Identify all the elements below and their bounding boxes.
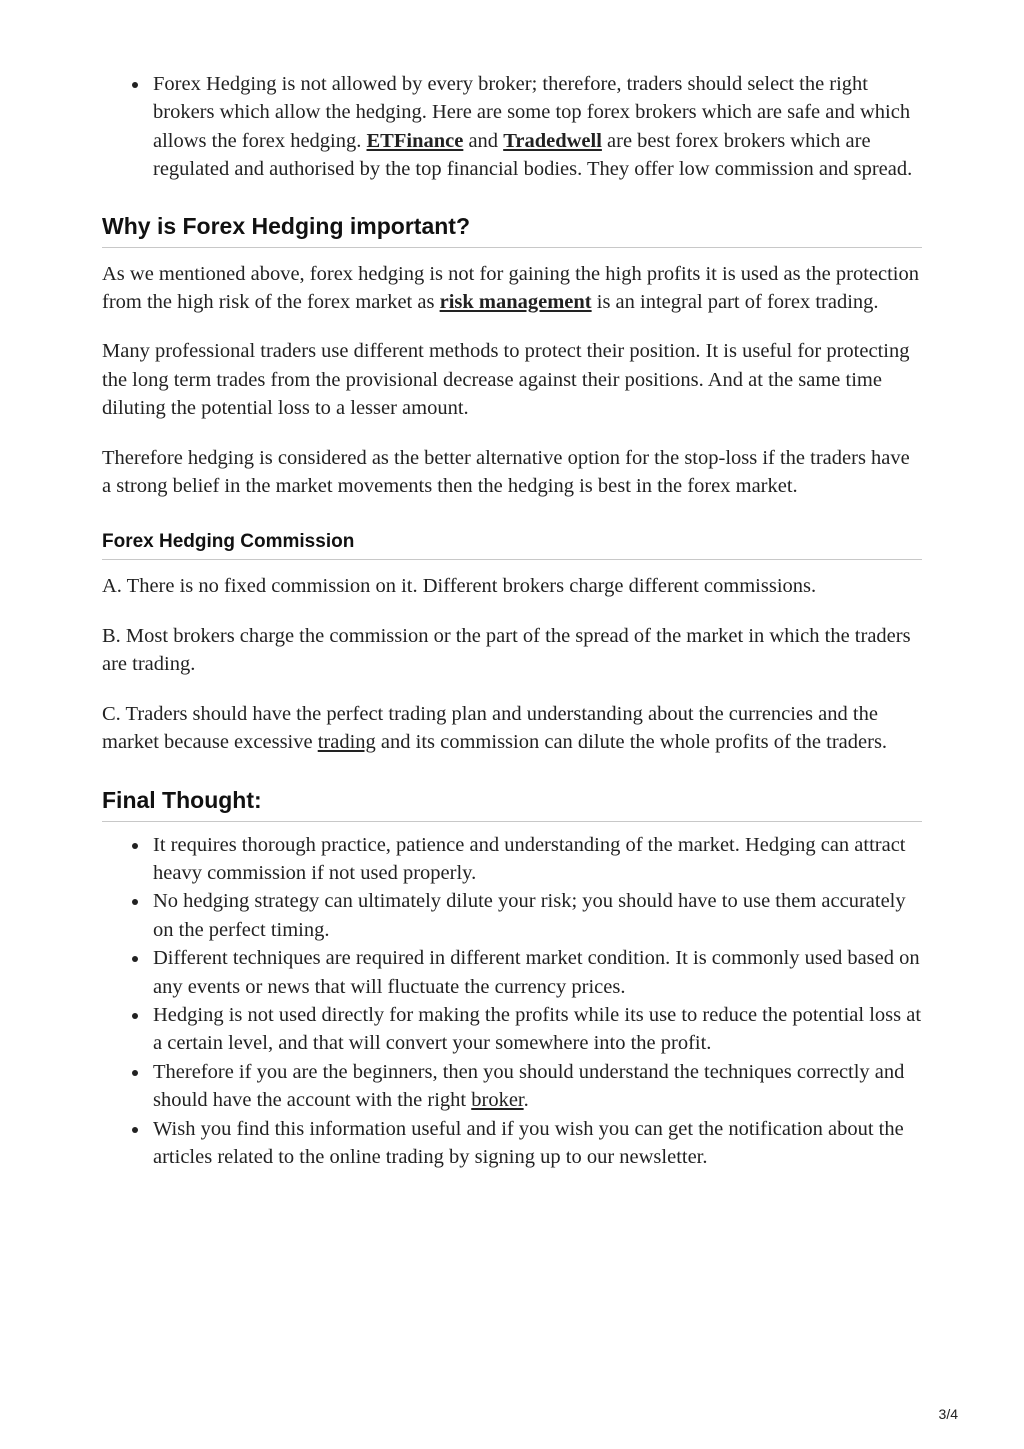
paragraph-alternative: Therefore hedging is considered as the better alternative option for the stop-loss if the traders have a strong belief in the market movements then the hedging is best in the forex market.	[102, 446, 910, 498]
bullet-text: Therefore if you are the beginners, then you should understand the techniques correctly and should have the account with the right	[153, 1060, 905, 1112]
list-item	[153, 70, 922, 184]
paragraph-text: and its commission can dilute the whole profits of the traders.	[380, 731, 888, 754]
paragraph-text: C. Traders should have the perfect trading plan and understanding about the currencies and the market because excessive	[102, 702, 878, 754]
paragraph-methods: Many professional traders use different methods to protect their position. It is useful for protecting the long term trades from the provisional decrease against their positions. And at the same time diluting the potential loss to a lesser amount.	[102, 340, 910, 420]
page-number: 3/4	[938, 1406, 958, 1422]
list-item: No hedging strategy can ultimately dilute your risk; you should have to use them accurately on the perfect timing.	[153, 887, 922, 944]
paragraph-commission-c	[102, 700, 922, 757]
paragraph-text: is an integral part of forex trading.	[596, 291, 879, 314]
list-item: Different techniques are required in different market condition. It is commonly used based on any events or news that will fluctuate the currency prices.	[153, 944, 922, 1001]
list-item	[153, 1058, 922, 1115]
etfinance-link[interactable]: ETFinance	[366, 129, 464, 152]
list-item: Wish you find this information useful and if you wish you can get the notification about the articles related to the online trading by signing up to our newsletter.	[153, 1115, 922, 1172]
list-item: Hedging is not used directly for making the profits while its use to reduce the potential loss at a certain level, and that will convert your somewhere into the profit.	[153, 1001, 922, 1058]
article-page	[102, 70, 922, 1171]
intro-bullet-list	[102, 70, 922, 184]
broker-link[interactable]: broker	[471, 1089, 524, 1112]
list-item: It requires thorough practice, patience and understanding of the market. Hedging can attract heavy commission if not used properly.	[153, 831, 922, 888]
paragraph-text: As we mentioned above, forex hedging is not for gaining the high profits it is used as the protection from the high risk of the forex market as	[102, 262, 919, 314]
heading-forex-hedging-commission: Forex Hedging Commission	[102, 531, 922, 560]
risk-management-link[interactable]: risk management	[439, 291, 592, 314]
paragraph-commission-a: A. There is no fixed commission on it. Different brokers charge different commissions.	[102, 575, 817, 598]
heading-final-thought: Final Thought:	[102, 787, 922, 822]
bullet-text: .	[523, 1089, 529, 1112]
bullet-text: are best forex brokers which are regulated and authorised by the top financial bodies. They offer low commission and spread.	[153, 129, 913, 181]
trading-link[interactable]: trading	[317, 731, 376, 754]
tradedwell-link[interactable]: Tradedwell	[503, 129, 602, 152]
final-thought-list	[102, 831, 922, 1172]
paragraph-commission-b: B. Most brokers charge the commission or the part of the spread of the market in which the traders are trading.	[102, 624, 911, 676]
bullet-text: and	[468, 129, 499, 152]
bullet-text: Forex Hedging is not allowed by every broker; therefore, traders should select the right brokers which allow the hedging. Here are some top forex brokers which are safe and which allows the forex hedging.	[153, 73, 911, 152]
paragraph-protection	[102, 260, 922, 317]
heading-why-hedging-important: Why is Forex Hedging important?	[102, 213, 922, 248]
